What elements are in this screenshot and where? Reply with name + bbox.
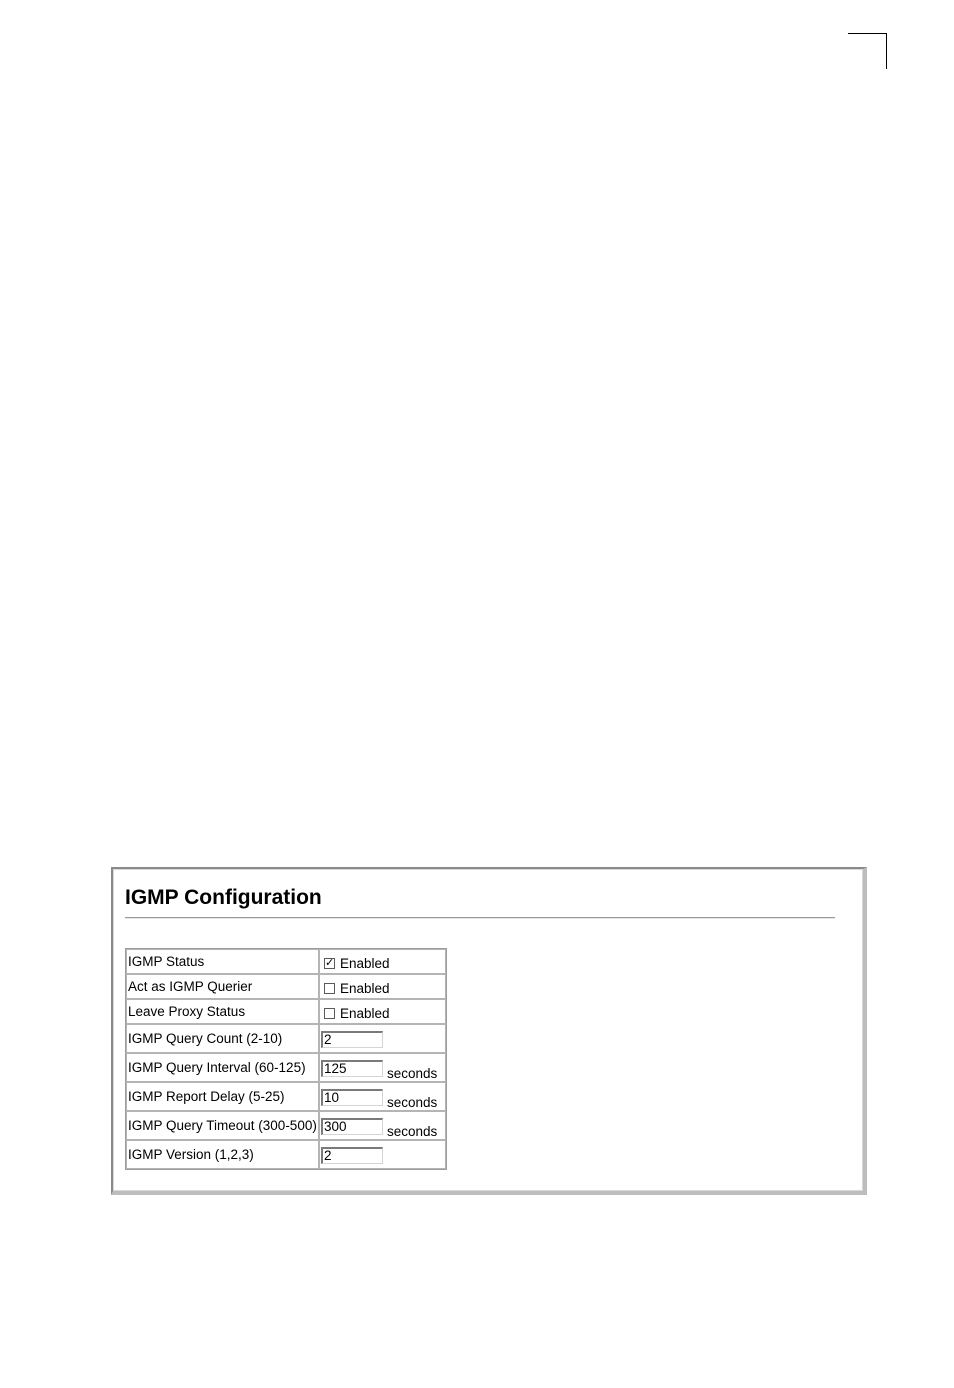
igmp-configuration-panel [111, 867, 867, 1195]
igmp-status-checkbox[interactable] [324, 958, 335, 969]
row-label: IGMP Query Interval (60-125) [126, 1053, 319, 1082]
igmp-config-table [125, 948, 447, 1170]
unit-label: seconds [387, 1065, 438, 1081]
row-value [319, 1082, 446, 1111]
row-label: IGMP Status [126, 949, 319, 974]
table-row [126, 1024, 446, 1053]
igmp-status-enabled-label: Enabled [340, 956, 390, 971]
row-label: IGMP Version (1,2,3) [126, 1140, 319, 1169]
igmp-querier-checkbox[interactable] [324, 983, 335, 994]
table-row [126, 1053, 446, 1082]
table-row [126, 1140, 446, 1169]
query-count-input[interactable]: 2 [321, 1031, 383, 1048]
row-label: IGMP Query Timeout (300-500) [126, 1111, 319, 1140]
unit-label: seconds [387, 1123, 438, 1139]
row-value [319, 1140, 446, 1169]
row-label: IGMP Report Delay (5-25) [126, 1082, 319, 1111]
row-label: Leave Proxy Status [126, 999, 319, 1024]
title-divider [125, 917, 835, 919]
report-delay-input[interactable]: 10 [321, 1089, 383, 1106]
igmp-version-input[interactable]: 2 [321, 1147, 383, 1164]
leave-proxy-checkbox-group[interactable] [324, 1006, 390, 1021]
row-label: IGMP Query Count (2-10) [126, 1024, 319, 1053]
row-value [319, 1111, 446, 1140]
row-value [319, 1024, 446, 1053]
checkmark-icon: ✓ [325, 957, 335, 969]
table-row [126, 974, 446, 999]
corner-crop-mark [848, 33, 887, 69]
row-value [319, 974, 446, 999]
table-row [126, 1082, 446, 1111]
igmp-status-checkbox-group[interactable] [324, 956, 390, 971]
table-row [126, 949, 446, 974]
unit-label: seconds [387, 1094, 438, 1110]
row-label: Act as IGMP Querier [126, 974, 319, 999]
row-value [319, 999, 446, 1024]
leave-proxy-enabled-label: Enabled [340, 1005, 390, 1021]
leave-proxy-checkbox[interactable] [324, 1008, 335, 1019]
row-value [319, 949, 446, 974]
row-value [319, 1053, 446, 1082]
page-title: IGMP Configuration [125, 886, 322, 909]
table-row [126, 999, 446, 1024]
igmp-querier-enabled-label: Enabled [340, 980, 390, 996]
table-row [126, 1111, 446, 1140]
query-timeout-input[interactable]: 300 [321, 1118, 383, 1135]
igmp-querier-checkbox-group[interactable] [324, 981, 390, 996]
query-interval-input[interactable]: 125 [321, 1060, 383, 1077]
